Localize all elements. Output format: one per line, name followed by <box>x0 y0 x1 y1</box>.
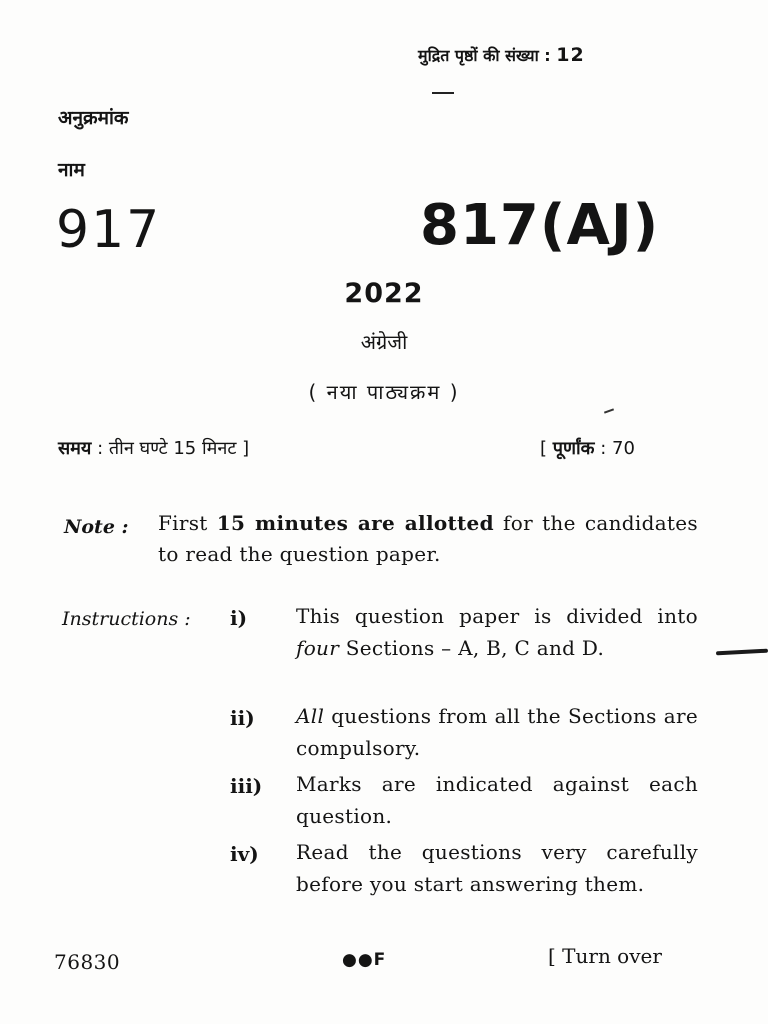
footer-mark: ●●F <box>342 950 387 970</box>
syllabus-label: ( नया पाठ्यक्रम ) <box>308 380 460 404</box>
scan-edge-mark <box>716 649 768 656</box>
instruction-text-2 <box>296 700 698 764</box>
scan-speck-mark <box>604 408 614 413</box>
marks-open-bracket: [ <box>540 438 548 459</box>
marks-value: : 70 <box>600 438 635 459</box>
name-label: नाम <box>58 159 85 181</box>
instruction-text-1 <box>296 600 698 664</box>
marks-label: पूर्णांक <box>552 438 595 459</box>
instruction-2-post: questions from all the Sections are compulsory. <box>296 704 698 760</box>
pages-count-label: मुद्रित पृष्ठों की संख्या : <box>418 46 551 65</box>
footer-paper-code: 76830 <box>54 950 121 974</box>
note-text-before: First <box>158 511 208 535</box>
instruction-text-3: Marks are indicated against each question. <box>296 772 698 828</box>
instruction-1-emphasis: four <box>296 636 340 660</box>
note-highlight: 15 minutes are allotted <box>216 511 494 535</box>
note-text <box>158 508 698 570</box>
roll-number-label: अनुक्रमांक <box>58 107 129 129</box>
instructions-label: Instructions : <box>62 608 191 630</box>
instruction-2-emphasis: All <box>296 704 325 728</box>
subject-title: अंग्रेजी <box>360 330 408 354</box>
printed-pages-count <box>418 44 585 66</box>
paper-code-right: 817(AJ) <box>420 193 660 258</box>
note-label: Note : <box>64 516 129 538</box>
scan-dash-mark <box>432 92 454 94</box>
pages-count-value: 12 <box>556 44 585 66</box>
time-label: समय <box>58 438 92 459</box>
instruction-1-pre: This question paper is divided into <box>296 604 698 628</box>
paper-code-left: 917 <box>56 200 162 260</box>
time-allowed <box>58 436 249 460</box>
time-value: : तीन घण्टे 15 मिनट ] <box>97 438 250 459</box>
instruction-number-4: iv) <box>230 842 259 866</box>
turn-over-label: [ Turn over <box>548 944 662 968</box>
instruction-number-1: i) <box>230 606 248 630</box>
instruction-number-2: ii) <box>230 706 255 730</box>
instruction-text-4: Read the questions very carefully before you start answering them. <box>296 840 698 896</box>
exam-year: 2022 <box>344 278 424 309</box>
instruction-1-post: Sections – A, B, C and D. <box>339 636 605 660</box>
full-marks <box>540 436 635 460</box>
note-text-after: for the candidates to read the question paper. <box>158 511 698 566</box>
instruction-number-3: iii) <box>230 774 263 798</box>
